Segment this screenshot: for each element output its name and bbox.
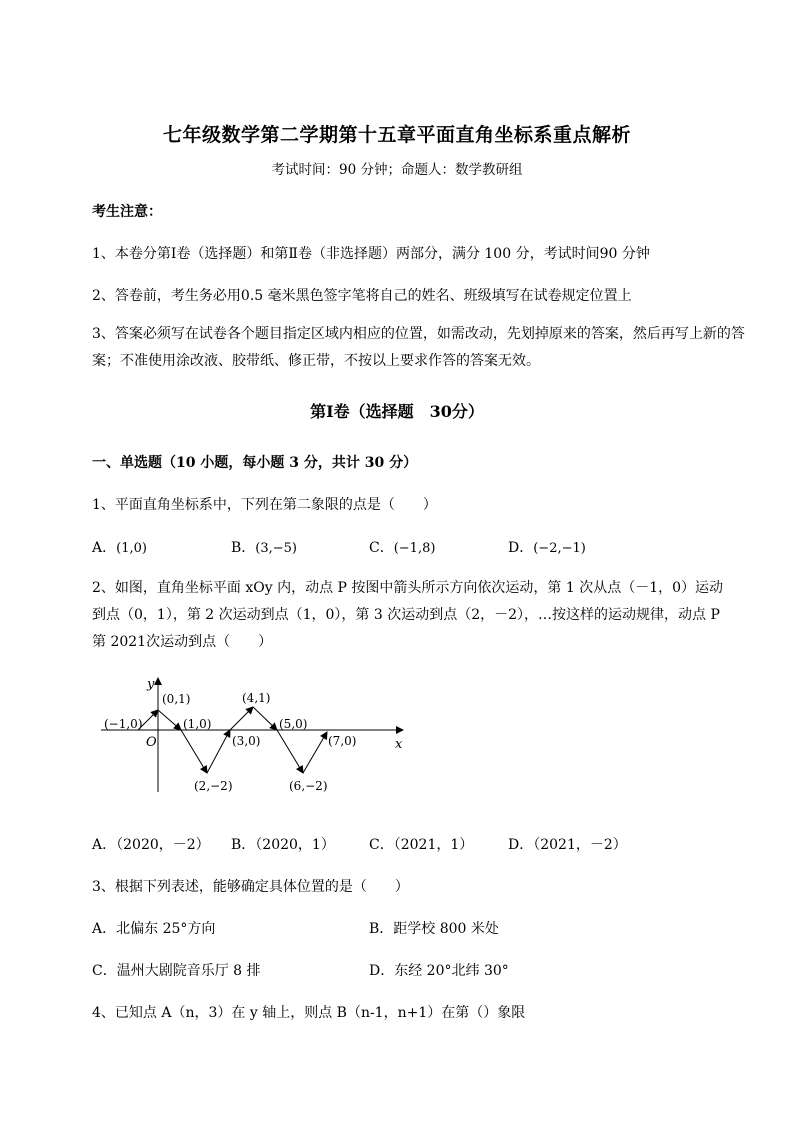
exam-info: 考试时间：90 分钟；命题人：数学教研组 — [271, 162, 523, 178]
option-text: （2021，1） — [393, 837, 474, 853]
path-segment — [277, 730, 303, 773]
point-label: (5,0) — [279, 717, 308, 731]
option-text: (3,−5) — [255, 541, 298, 556]
q1-option-c[interactable] — [369, 537, 435, 557]
q3-option-b[interactable] — [369, 918, 499, 938]
option-text: 东经 20°北纬 30° — [394, 963, 509, 979]
question-3-stem: 3、根据下列表述，能够确定具体位置的是（ ） — [92, 879, 409, 895]
option-text: 距学校 800 米处 — [393, 921, 499, 937]
option-text: （2021，－2） — [533, 837, 627, 853]
y-axis-label: y — [147, 677, 155, 692]
section-title: 第Ⅰ卷（选择题 30分） — [310, 402, 484, 421]
q3-option-d[interactable] — [369, 960, 509, 980]
option-letter: C． — [369, 540, 394, 556]
notice-heading: 考生注意： — [92, 204, 162, 220]
page-title: 七年级数学第二学期第十五章平面直角坐标系重点解析 — [162, 124, 631, 146]
point-label: (2,−2) — [194, 779, 233, 793]
notice-item-3: 3、答案必须写在试卷各个题目指定区域内相应的位置，如需改动，先划掉原来的答案，然后再写上新的答案；不准使用涂改液、胶带纸、修正带，不按以上要求作答的答案无效。 — [92, 326, 745, 369]
q2-option-c[interactable] — [369, 834, 473, 854]
point-label: (7,0) — [328, 734, 357, 748]
notice-item-2: 2、答卷前，考生务必用0.5 毫米黑色签字笔将自己的姓名、班级填写在试卷规定位置上 — [92, 288, 632, 304]
option-letter: A． — [92, 921, 117, 937]
option-letter: B． — [231, 837, 256, 853]
option-letter: B． — [231, 540, 256, 556]
question-2-line-1: 2、如图，直角坐标平面 xOy 内，动点 P 按图中箭头所示方向依次运动，第 1 次从点（－1，0）运动 — [92, 580, 724, 596]
option-text: 北偏东 25°方向 — [116, 921, 216, 937]
question-2-line-2: 到点（0，1），第 2 次运动到点（1，0），第 3 次运动到点（2，－2），…按这样的运动规律，动点 P — [92, 607, 720, 623]
coordinate-figure — [95, 670, 425, 800]
point-label: (1,0) — [183, 717, 212, 731]
q1-option-a[interactable] — [92, 537, 147, 557]
path-segment — [207, 730, 230, 773]
q1-option-d[interactable] — [508, 537, 586, 557]
point-label: (6,−2) — [289, 779, 328, 793]
question-1-stem: 1、平面直角坐标系中，下列在第二象限的点是（ ） — [92, 497, 437, 513]
option-letter: D． — [508, 540, 534, 556]
question-2-line-3: 第 2021次运动到点（ ） — [92, 634, 273, 650]
option-text: （2020，－2） — [116, 837, 210, 853]
part-heading: 一、单选题（10 小题，每小题 3 分，共计 30 分） — [92, 455, 418, 471]
point-label: (3,0) — [232, 734, 261, 748]
q2-option-d[interactable] — [508, 834, 627, 854]
path-segment — [303, 732, 327, 773]
q3-option-c[interactable] — [92, 960, 261, 980]
q3-option-a[interactable] — [92, 918, 215, 938]
path-segment — [253, 707, 277, 730]
path-segment — [181, 730, 207, 773]
notice-item-1: 1、本卷分第Ⅰ卷（选择题）和第Ⅱ卷（非选择题）两部分，满分 100 分，考试时间90 分钟 — [92, 246, 650, 262]
option-text: (1,0) — [116, 541, 147, 556]
option-text: （2020，1） — [255, 837, 335, 853]
option-letter: A． — [92, 540, 117, 556]
option-letter: D． — [508, 837, 534, 853]
point-label: (−1,0) — [104, 717, 143, 731]
option-letter: D． — [369, 963, 395, 979]
point-label: (0,1) — [162, 692, 191, 706]
path-segment — [158, 710, 181, 730]
x-axis-label: x — [395, 737, 403, 752]
path-segment — [230, 707, 253, 730]
option-text: (−2,−1) — [533, 541, 586, 556]
origin-label: O — [146, 735, 157, 750]
option-text: 温州大剧院音乐厅 8 排 — [116, 963, 261, 979]
q1-option-b[interactable] — [231, 537, 297, 557]
point-label: (4,1) — [242, 691, 271, 705]
q2-option-a[interactable] — [92, 834, 210, 854]
option-letter: B． — [369, 921, 394, 937]
option-letter: A． — [92, 837, 117, 853]
option-letter: C． — [369, 837, 394, 853]
q2-option-b[interactable] — [231, 834, 335, 854]
option-letter: C． — [92, 963, 117, 979]
option-text: (−1,8) — [393, 541, 436, 556]
question-4-stem: 4、已知点 A（n，3）在 y 轴上，则点 B（n-1，n+1）在第（）象限 — [92, 1005, 526, 1021]
